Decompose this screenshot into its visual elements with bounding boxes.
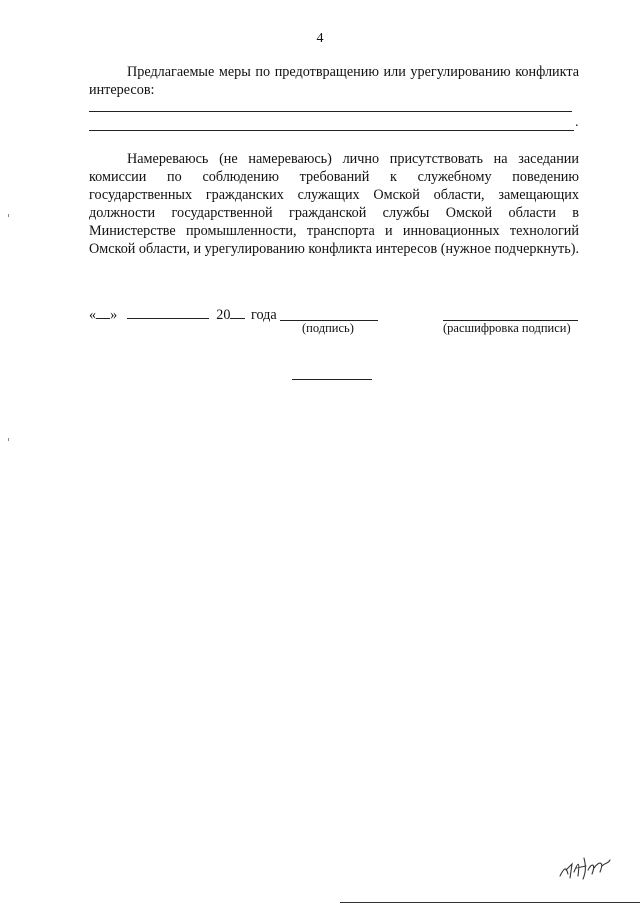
measures-paragraph: Предлагаемые меры по предотвращению или урегулированию конфликта интересов: [89,64,579,98]
year-prefix: 20 [216,307,231,323]
month-blank [127,306,209,319]
page-number: 4 [316,31,324,46]
decoding-caption: (расшифровка подписи) [443,321,571,335]
margin-tick-2 [8,438,9,441]
bottom-rule [340,902,640,903]
day-blank [96,306,110,319]
measures-fill-line-1 [89,111,572,112]
year-blank [230,306,245,319]
separator-line [292,379,372,380]
attendance-paragraph: Намереваюсь (не намереваюсь) лично присутствовать на заседании комиссии по соблюдению требований к служебному поведению государственных гражданских служащих Омской области, замещающих должности государственной гражданской службы Омской области в Министерстве промышленности, транспорта и инновационных технологий Омской области, и урегулированию конфликта интересов (нужное подчеркнуть). [89,151,579,257]
quote-open: « [89,307,97,323]
year-word: года [251,307,277,323]
measures-fill-line-2 [89,130,574,131]
margin-tick-1 [8,214,9,217]
signature-caption: (подпись) [302,321,354,335]
date-signature-row [89,306,277,324]
quote-close: » [110,307,118,323]
measures-line-end: . [575,115,579,130]
handwritten-initials [556,852,612,882]
